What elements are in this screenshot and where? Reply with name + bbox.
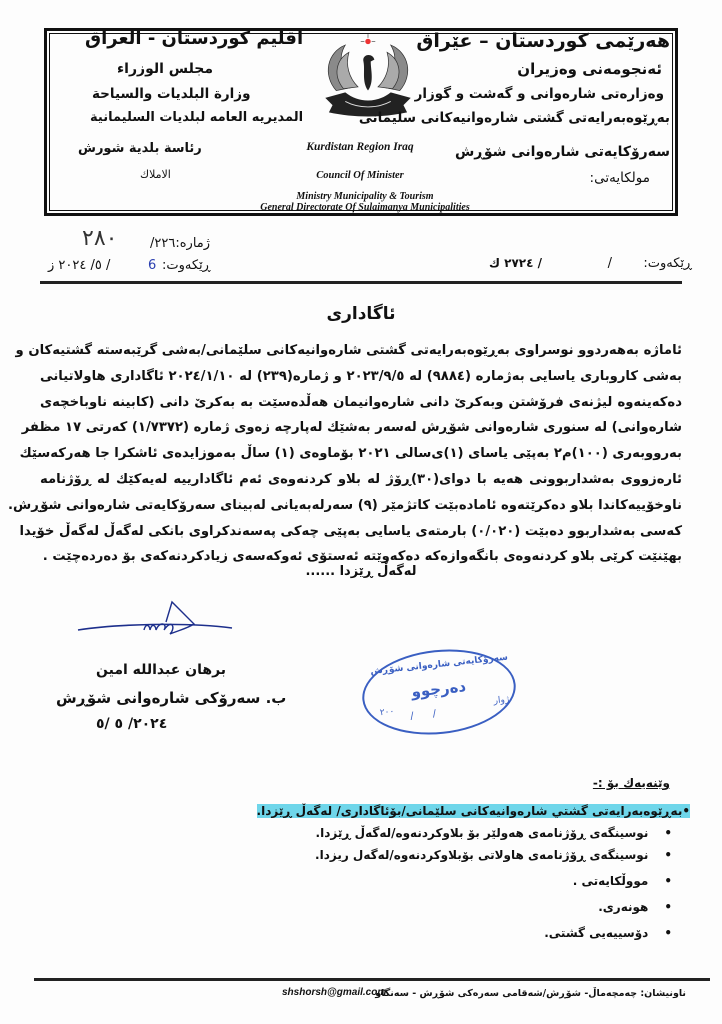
notice-line: ئاماژە بەهەردوو نوسراوی بەڕێوەبەرایەتی گشتی شارەوانیەکانی سلێمانی/بەشی گرێبەستە گشتیەکان و <box>15 343 682 358</box>
signatory-title: ب. سەرۆکی شارەوانی شۆڕش <box>56 689 287 707</box>
header-kurdish-department: مولکایەتی: <box>589 170 650 186</box>
header-arabic-presidency: رئاسة بلدية شورش <box>78 141 202 156</box>
header-english-ministry: Ministry Municipality & Tourism <box>296 191 434 202</box>
copy-recipient-text: نوسینگەی ڕۆژنامەی هەولێر بۆ بلاوکردنەوە/لەگەڵ ڕێزدا. <box>315 826 649 840</box>
copy-recipient <box>257 896 672 918</box>
header-kurdish-region: هەرێمی کوردستان – عێراق <box>416 30 670 52</box>
header-english-council: Council Of Minister <box>316 170 404 181</box>
footer-email[interactable]: shshorsh@gmail.com <box>282 987 387 998</box>
copy-recipient-text: هونەری. <box>598 900 649 914</box>
footer-divider <box>34 978 710 981</box>
bullet-icon: • <box>664 826 672 840</box>
header-arabic-department: الاملاك <box>140 168 171 181</box>
notice-line: شارەوانی) لە سنوری شارەوانی شۆڕش لەسەر بەشێك لەپارچە زەوی ژمارە (١/٧٣٧٢) کەرتی ١٧ مظفر <box>21 420 682 436</box>
copy-recipient-text: نوسینگەی ڕۆژنامەی هاولاتی بۆبلاوکردنەوە/لەگەل ریزدا. <box>315 848 649 862</box>
notice-closing: لەگەڵ ڕێزدا ...... <box>305 564 417 579</box>
copy-recipient-text: دۆسییەیی گشتی. <box>544 926 649 940</box>
copy-recipient <box>257 844 672 866</box>
bullet-icon: • <box>664 874 672 888</box>
notice-line: بەشی کاروباری یاسایی بەژمارە (٩٨٨٤) لە ٢٠٢٣/٩/٥ و ژمارە(٢٣٩) لە ٢٠٢٤/١/١٠ ئاگاداری هاولاتیانی <box>40 368 682 384</box>
reference-number-label: ژمارە:٢٢٦/ <box>150 236 211 251</box>
header-kurdish-council: ئەنجومەنی وەزیران <box>517 60 662 78</box>
reference-date-rest: / ٥/ ٢٠٢٤ ز <box>48 258 111 273</box>
header-english-region: Kurdistan Region Iraq <box>306 141 414 153</box>
date-right-value: / ٢٧٢٤ ك <box>488 256 542 270</box>
notice-line: بهێنێت کرێی بلاو کردنەوەی بانگەوازەکە دەکەوێتە ئەستۆی ئەوکەسەی زیادکردنەکەی بۆ دەردەچێت . <box>42 549 682 565</box>
reference-date-day: 6 <box>148 258 157 273</box>
bullet-icon: • <box>682 804 690 818</box>
reference-date-label: ڕێکەوت: <box>162 258 211 273</box>
header-arabic-ministry: وزارة البلديات والسياحة <box>92 86 251 102</box>
bullet-icon: • <box>664 848 672 862</box>
signature-date: ٢٠٢٤/ ٥ /٥ <box>96 716 168 732</box>
kurdistan-emblem-icon <box>318 30 418 122</box>
notice-line: ئارەزووی بەشداربوونی هەیە با دوای(٣٠)ڕۆژ لە بلاو کردنەوەی ئەم ئاگادارییە لەیەکێك لە ڕۆژنامە <box>40 471 682 487</box>
copy-recipient <box>257 800 690 822</box>
stamp-center-text: دەرچوو <box>410 677 467 701</box>
notice-line: ناوخۆییەکاندا بلاو دەکرێتەوە ئامادەبێت کاتژمێر (٩) سەرلەبەیانی لەبینای سەرۆکایەتی شارەوانی شۆڕش. <box>8 497 682 513</box>
stamp-left-text: ٢٠٠ <box>379 706 395 719</box>
reference-number-handwritten: ٢٨٠ <box>82 226 118 251</box>
bullet-icon: • <box>664 926 672 940</box>
header-kurdish-directorate: بەڕێوەبەرایەتی گشتی شارەوانیەکانی سلیمانی <box>358 110 670 126</box>
header-kurdish-presidency: سەرۆکایەتی شارەوانی شۆڕش <box>454 144 670 160</box>
notice-body <box>8 338 682 570</box>
notice-line: بەرووبەری (١٠٠)م٢ بەپێی یاسای (١)ی‌سالی ٢٠٢١ بۆماوەی (١) ساڵ بەموزایدەی ئاشکرا جا هەرکەسێك <box>19 446 682 462</box>
copies-heading: وێنەیەك بۆ :- <box>592 776 670 790</box>
signatory-name: برهان عبدالله امين <box>96 662 227 678</box>
header-arabic-region: اقليم كوردستان - العراق <box>85 28 304 49</box>
header-arabic-directorate: المديريه العامه لبلديات السليمانية <box>90 110 304 125</box>
header-arabic-council: مجلس الوزراء <box>117 61 214 77</box>
stamp-date-slashes: / / <box>409 708 437 723</box>
footer-address: ناونیشان: چەمچەماڵ- شۆڕش/شەقامی سەرەکی شۆڕش - سەنگاو <box>375 988 686 999</box>
header-english-directorate: General Directorate Of Sulaimanya Municipalities <box>260 202 470 213</box>
copy-recipient <box>257 870 672 892</box>
copy-recipient <box>257 922 672 944</box>
notice-line: کەسی بەشداربوو دەبێت (٠/٠٢٠) بارمتەی یاسایی بەپێی چەکی پەسەندکراوی بانکی لەگەڵ لەگەڵ خۆیدا <box>19 523 682 539</box>
reference-divider <box>40 281 682 284</box>
date-right-label: ڕێکەوت: <box>643 256 692 271</box>
notice-line: دەکەینەوە لیژنەی فرۆشتن وبەکرێ دانی شارەوانیمان هەڵدەسێت بە بەکرێ دانی (کابینە ناوباخچەی <box>40 394 682 410</box>
copy-recipient-text: بەڕێوەبەرایەتی گشتي شارەوانیەکانی سلێمانی/بۆئاگاداری/ لەگەڵ ڕێزدا. <box>256 804 683 818</box>
handwritten-signature-icon <box>76 598 236 640</box>
copy-recipient-text: مووڵکایەتی . <box>572 874 649 888</box>
date-right-separator: / <box>607 256 612 271</box>
bullet-icon: • <box>664 900 672 914</box>
copy-recipient <box>257 822 672 844</box>
notice-title: ئاگاداری <box>326 304 396 324</box>
stamp-top-text: سەرۆکایەتی شارەوانی شۆڕش <box>369 652 509 678</box>
header-kurdish-ministry: وەزارەتی شارەوانی و گەشت و گوزار <box>414 86 664 102</box>
stamp-right-text: ژوار <box>493 694 510 707</box>
copies-list <box>256 800 690 944</box>
official-stamp <box>358 642 520 742</box>
